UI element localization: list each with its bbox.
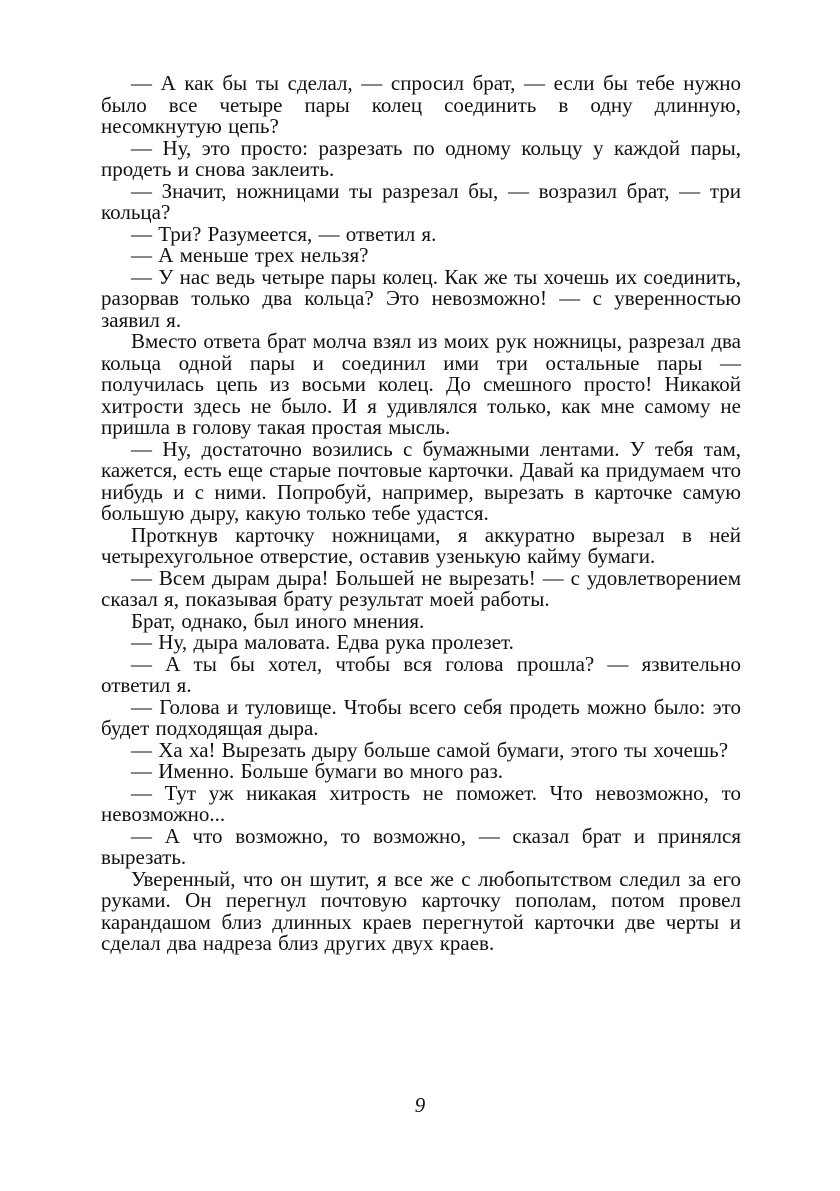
paragraph: — А меньше трех нельзя?	[131, 243, 369, 267]
paragraph: — Ха ха! Вырезать дыру больше самой бумаги, этого ты хочешь?	[131, 737, 729, 762]
paragraph: — Значит, ножницами ты разрезал бы, — возразил брат, — три кольца?	[101, 178, 741, 224]
paragraph: — Именно. Больше бумаги во много раз.	[131, 759, 504, 783]
paragraph: — А что возможно, то возможно, — сказал брат и принялся вырезать.	[101, 823, 741, 869]
paragraph: — Тут уж никакая хитрость не поможет. Что невозможно, то невозможно...	[101, 780, 741, 826]
paragraph: Уверенный, что он шутит, я все же с любопытством следил за его руками. Он перегнул почтовую карточку пополам, потом провел карандашом близ длинных краев перегнутой карточки две черты и сделал два надреза близ других двух краев.	[101, 866, 741, 955]
paragraph: — Ну, это просто: разрезать по одному кольцу у каждой пары, продеть и снова заклеить.	[101, 135, 741, 181]
paragraph: — А как бы ты сделал, — спросил брат, — если бы тебе нужно было все четыре пары колец соединить в одну длинную, несомкнутую цепь?	[101, 71, 741, 138]
paragraph: Брат, однако, был иного мнения.	[131, 608, 425, 633]
paragraph: Проткнув карточку ножницами, я аккуратно вырезал в ней четырехугольное отверстие, оставив узенькую кайму бумаги.	[101, 522, 741, 568]
paragraph: — Голова и туловище. Чтобы всего себя продеть можно было: это будет подходящая дыра.	[101, 694, 741, 740]
paragraph: — Три? Разумеется, — ответил я.	[131, 221, 437, 246]
paragraph: — Ну, дыра маловата. Едва рука пролезет.	[131, 630, 514, 654]
text-column	[101, 73, 741, 955]
paragraph: — Всем дырам дыра! Большей не вырезать! — с удовлетворением сказал я, показывая брату результат моей работы.	[101, 565, 741, 611]
paragraph: Вместо ответа брат молча взял из моих рук ножницы, разрезал два кольца одной пары и соединил ими три остальные пары — получилась цепь из восьми колец. До смешного просто! Никакой хитрости здесь не было. И я удивлялся только, как мне самому не пришла в голову такая простая мысль.	[101, 329, 741, 439]
page-body	[101, 73, 741, 955]
paragraph: — У нас ведь четыре пары колец. Как же ты хочешь их соединить, разорвав только два кольца? Это невозможно! — с уверенностью заявил я.	[101, 264, 741, 332]
paragraph: — А ты бы хотел, чтобы вся голова прошла? — язвительно ответил я.	[101, 651, 741, 697]
page-number: 9	[414, 1093, 426, 1117]
paragraph: — Ну, достаточно возились с бумажными лентами. У тебя там, кажется, есть еще старые почтовые карточки. Давай ка придумаем что нибудь и с ними. Попробуй, например, вырезать в карточке самую большую дыру, какую только тебе удастся.	[101, 436, 741, 525]
